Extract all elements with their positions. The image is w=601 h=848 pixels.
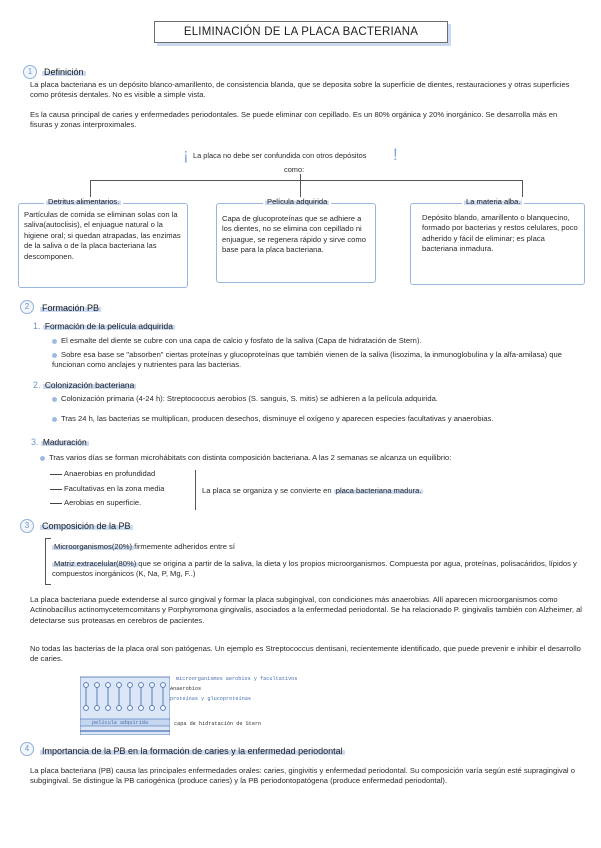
sub-heading-colonizacion: 2. Colonización bacteriana: [33, 380, 135, 390]
connector-line: [300, 180, 301, 197]
bullet-dot: [52, 417, 57, 422]
definition-paragraph-2: Es la causa principal de caries y enfermedades periodontales. Se puede eliminar con cepillado. Es un 80% orgánica y 20% inorgánico. Se desarrolla más en fisuras y zonas interproximales.: [30, 110, 558, 130]
composition-microorganismos: Microorganismos(20%) firmemente adheridos entre sí: [54, 542, 235, 551]
brace-tick: [45, 584, 51, 585]
bullet-dot: [40, 456, 45, 461]
dash-marker: [50, 474, 62, 475]
diagram-label-aerobios: microorganismos aerobios y facultativos: [176, 676, 298, 682]
sub-heading-pelicula: 1. Formación de la película adquirida: [33, 321, 173, 331]
section-number-1: 1: [23, 65, 37, 79]
brace-line: [195, 470, 196, 510]
bullet-item: El esmalte del diente se cubre con una capa de calcio y fosfato de la saliva (Capa de hidratación de Stern).: [52, 336, 582, 346]
box-pelicula-title: Película adquirida: [263, 197, 331, 207]
section-number-3: 3: [20, 519, 34, 533]
layer-item: Anaerobias en profundidad: [64, 469, 156, 478]
maturation-conclusion: La placa se organiza y se convierte en placa bacteriana madura.: [202, 486, 422, 495]
layer-item: Facultativas en la zona media: [64, 484, 165, 493]
connector-line: [90, 180, 522, 181]
box-detritus-title: Detritus alimentarios.: [44, 197, 123, 207]
sub-heading-maduracion: 3. Maduración: [31, 437, 87, 447]
box-materia-alba: [410, 203, 585, 285]
bullet-item: Sobre esa base se "absorben" ciertas proteínas y glucoproteínas que también vienen de la saliva (lisozima, la inmunoglobulina y la alfa-amilasa) que funcionan como anclajes y nutrientes para las bacterias.: [52, 350, 562, 370]
importance-paragraph: La placa bacteriana (PB) causa las principales enfermedades orales: caries, gingivitis y enfermedad periodontal. Su composición varía según esté supragingival o subgingival. Se distingue la PB cariogénica (produce caries) y la PB periodontopatógena (produce enfermedad periodontal).: [30, 766, 575, 786]
non-pathogenic-paragraph: No todas las bacterias de la placa oral son patógenas. Un ejemplo es Streptococcus dentisani, recientemente identificado, que puede prevenir e inhibir el desarrollo de caries.: [30, 644, 581, 664]
page-title: ELIMINACIÓN DE LA PLACA BACTERIANA: [183, 26, 419, 38]
box-materia-alba-text: Depósito blando, amarillento o blanquecino, formado por bacterias y restos celulares, poco adherido y fácil de eliminar; es placa bacteriana inmadura.: [422, 213, 578, 254]
layer-item: Aerobias en superficie.: [64, 498, 142, 507]
dash-marker: [50, 503, 62, 504]
composition-matriz: Matriz extracelular(80%) que se origina a partir de la saliva, la dieta y los propios microorganismos. Compuesta por agua, proteínas, polisacáridos, lípidos y compuestos inorgánicos (K, Na, P, Mg, F..): [52, 559, 577, 579]
section-number-4: 4: [20, 742, 34, 756]
bullet-dot: [52, 339, 57, 344]
exclamation-icon: !: [393, 145, 398, 164]
section-heading-composicion: Composición de la PB: [42, 521, 131, 531]
subgingival-paragraph: La placa bacteriana puede extenderse al surco gingival y formar la placa subgingival, con condiciones más anaerobias. Allí aparecen microorganismos como Actinobacillus actinomycetemcomitans y Porphyromona gingivalis, asociados a la enfermedad periodontal. Se ha relacionado P. gingivalis también con Alzheimer, al detectarse sus proteasas en cerebros de pacientes.: [30, 595, 582, 625]
bullet-item: Colonización primaria (4-24 h): Streptococcus aerobios (S. sanguis, S. mitis) se adhieren a la película adquirida.: [52, 394, 582, 404]
section-heading-formacion: Formación PB: [42, 303, 100, 313]
dash-marker: [50, 489, 62, 490]
box-pelicula-text: Capa de glucoproteínas que se adhiere a los dientes, no se elimina con cepillado ni enjuague, se regenera rápido y sirve como base para la placa bacteriana.: [222, 214, 366, 255]
bullet-dot: [52, 353, 57, 358]
bullet-dot: [52, 397, 57, 402]
diagram-label-proteinas: proteínas y glucoproteínas: [170, 696, 251, 702]
diagram-label-pelicula: película adquirida: [92, 720, 149, 726]
bullet-item: Tras 24 h, las bacterias se multiplican, producen desechos, disminuye el oxígeno y aparecen especies facultativas y anaerobias.: [52, 414, 582, 424]
bullet-item: Tras varios días se forman microhábitats con distinta composición bacteriana. A las 2 semanas se alcanza un equilibrio:: [40, 453, 585, 463]
section-heading-importancia: Importancia de la PB en la formación de caries y la enfermedad periodontal: [42, 746, 343, 756]
brace-tick: [45, 538, 51, 539]
box-detritus-text: Partículas de comida se eliminan solas con la saliva(autoclisis), el enjuague natural o la higiene oral; si quedan atrapadas, las enzimas de la saliva o de la placa bacteriana las descomponen.: [24, 210, 181, 261]
note-line-1: La placa no debe ser confundida con otros depósitos: [193, 151, 367, 160]
diagram-label-anaerobios: Anaerobios: [170, 686, 202, 692]
definition-paragraph-1: La placa bacteriana es un depósito blanco-amarillento, de consistencia blanda, que se deposita sobre la superficie de dientes, restauraciones y otras superficies como prótesis dentales. No es visible a simple vista.: [30, 80, 570, 100]
section-heading-definicion: Definición: [44, 67, 84, 77]
brace-line: [45, 538, 46, 584]
section-number-2: 2: [20, 300, 34, 314]
exclamation-icon: ¡: [183, 145, 189, 164]
note-line-2: como:: [284, 165, 305, 174]
diagram-label-stern: capa de hidratación de Stern: [174, 721, 262, 727]
box-pelicula: [216, 203, 376, 283]
box-detritus: [18, 203, 188, 288]
box-materia-alba-title: La materia alba.: [462, 197, 524, 207]
